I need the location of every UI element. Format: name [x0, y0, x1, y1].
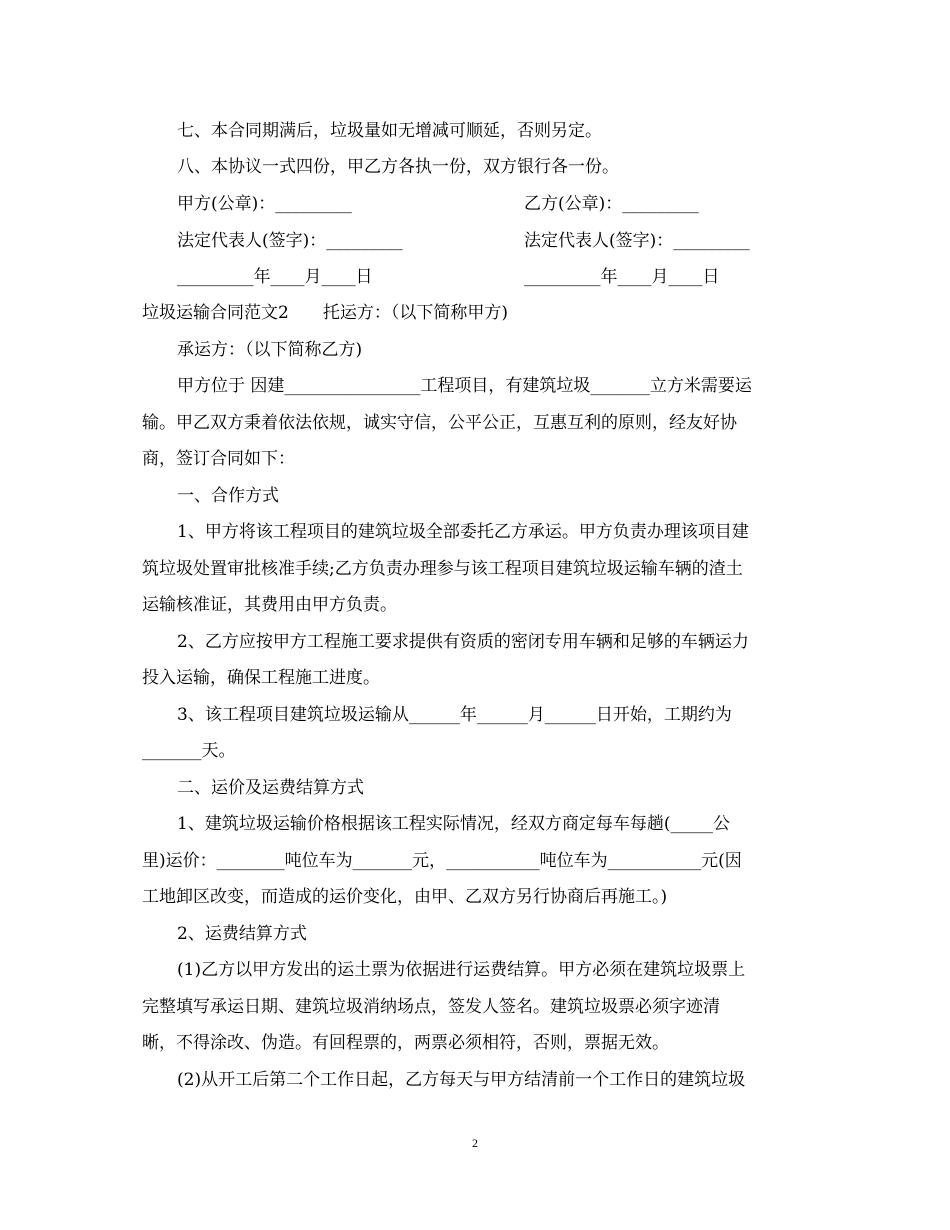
- paragraph-line: 工地卸区改变，而造成的运价变化，由甲、乙双方另行协商后再施工。): [142, 887, 668, 907]
- party-a-seal: 甲方(公章)：_________: [177, 194, 352, 214]
- paragraph-line: (2)从开工后第二个工作日起，乙方每天与甲方结清前一个工作日的建筑垃圾: [177, 1070, 746, 1090]
- paragraph-line: 1、建筑垃圾运输价格根据该工程实际情况，经双方商定每车每趟(_____公: [177, 814, 730, 834]
- paragraph-line: 运输核准证，其费用由甲方负责。: [142, 595, 397, 615]
- paragraph-line: 七、本合同期满后，垃圾量如无增减可顺延，否则另定。: [177, 121, 602, 141]
- paragraph-line: _______天。: [142, 741, 236, 761]
- section-heading: 垃圾运输合同范文2 托运方：（以下简称甲方): [142, 303, 508, 323]
- party-b-representative: 法定代表人(签字)：_________: [524, 231, 750, 251]
- paragraph-line: 完整填写承运日期、建筑垃圾消纳场点，签发人签名。建筑垃圾票必须字迹清: [142, 997, 720, 1017]
- party-a-date: _________年____月____日: [177, 267, 373, 287]
- page-number: 2: [472, 1136, 478, 1150]
- party-a-representative: 法定代表人(签字)：_________: [177, 231, 403, 251]
- party-b-date: _________年____月____日: [524, 267, 720, 287]
- paragraph-line: 2、乙方应按甲方工程施工要求提供有资质的密闭专用车辆和足够的车辆运力: [177, 632, 749, 652]
- paragraph-line: 商，签订合同如下：: [142, 449, 295, 469]
- paragraph-line: 晰，不得涂改、伪造。有回程票的，两票必须相符，否则，票据无效。: [142, 1033, 669, 1053]
- paragraph-line: 投入运输，确保工程施工进度。: [142, 668, 380, 688]
- paragraph-line: 3、该工程项目建筑垃圾运输从______年______月______日开始，工期约为: [177, 705, 732, 725]
- paragraph-line: (1)乙方以甲方发出的运土票为依据进行运费结算。甲方必须在建筑垃圾票上: [177, 960, 746, 980]
- section-heading: 一、合作方式: [177, 486, 279, 506]
- paragraph-line: 甲方位于 因建________________工程项目，有建筑垃圾_______立方米需要运: [177, 376, 752, 396]
- paragraph-line: 输。甲乙双方秉着依法依规，诚实守信，公平公正，互惠互利的原则，经友好协: [142, 413, 737, 433]
- paragraph-line: 1、甲方将该工程项目的建筑垃圾全部委托乙方承运。甲方负责办理该项目建: [177, 522, 749, 542]
- party-b-seal: 乙方(公章)：_________: [524, 194, 699, 214]
- paragraph-line: 筑垃圾处置审批核准手续;乙方负责办理参与该工程项目建筑垃圾运输车辆的渣土: [142, 559, 743, 579]
- section-heading: 2、运费结算方式: [177, 924, 307, 944]
- paragraph-line: 承运方：（以下简称乙方): [177, 340, 363, 360]
- paragraph-line: 里)运价：________吨位车为_______元，___________吨位车为___________元(因: [142, 851, 742, 871]
- section-heading: 二、运价及运费结算方式: [177, 778, 364, 798]
- paragraph-line: 八、本协议一式四份，甲乙方各执一份，双方银行各一份。: [177, 157, 619, 177]
